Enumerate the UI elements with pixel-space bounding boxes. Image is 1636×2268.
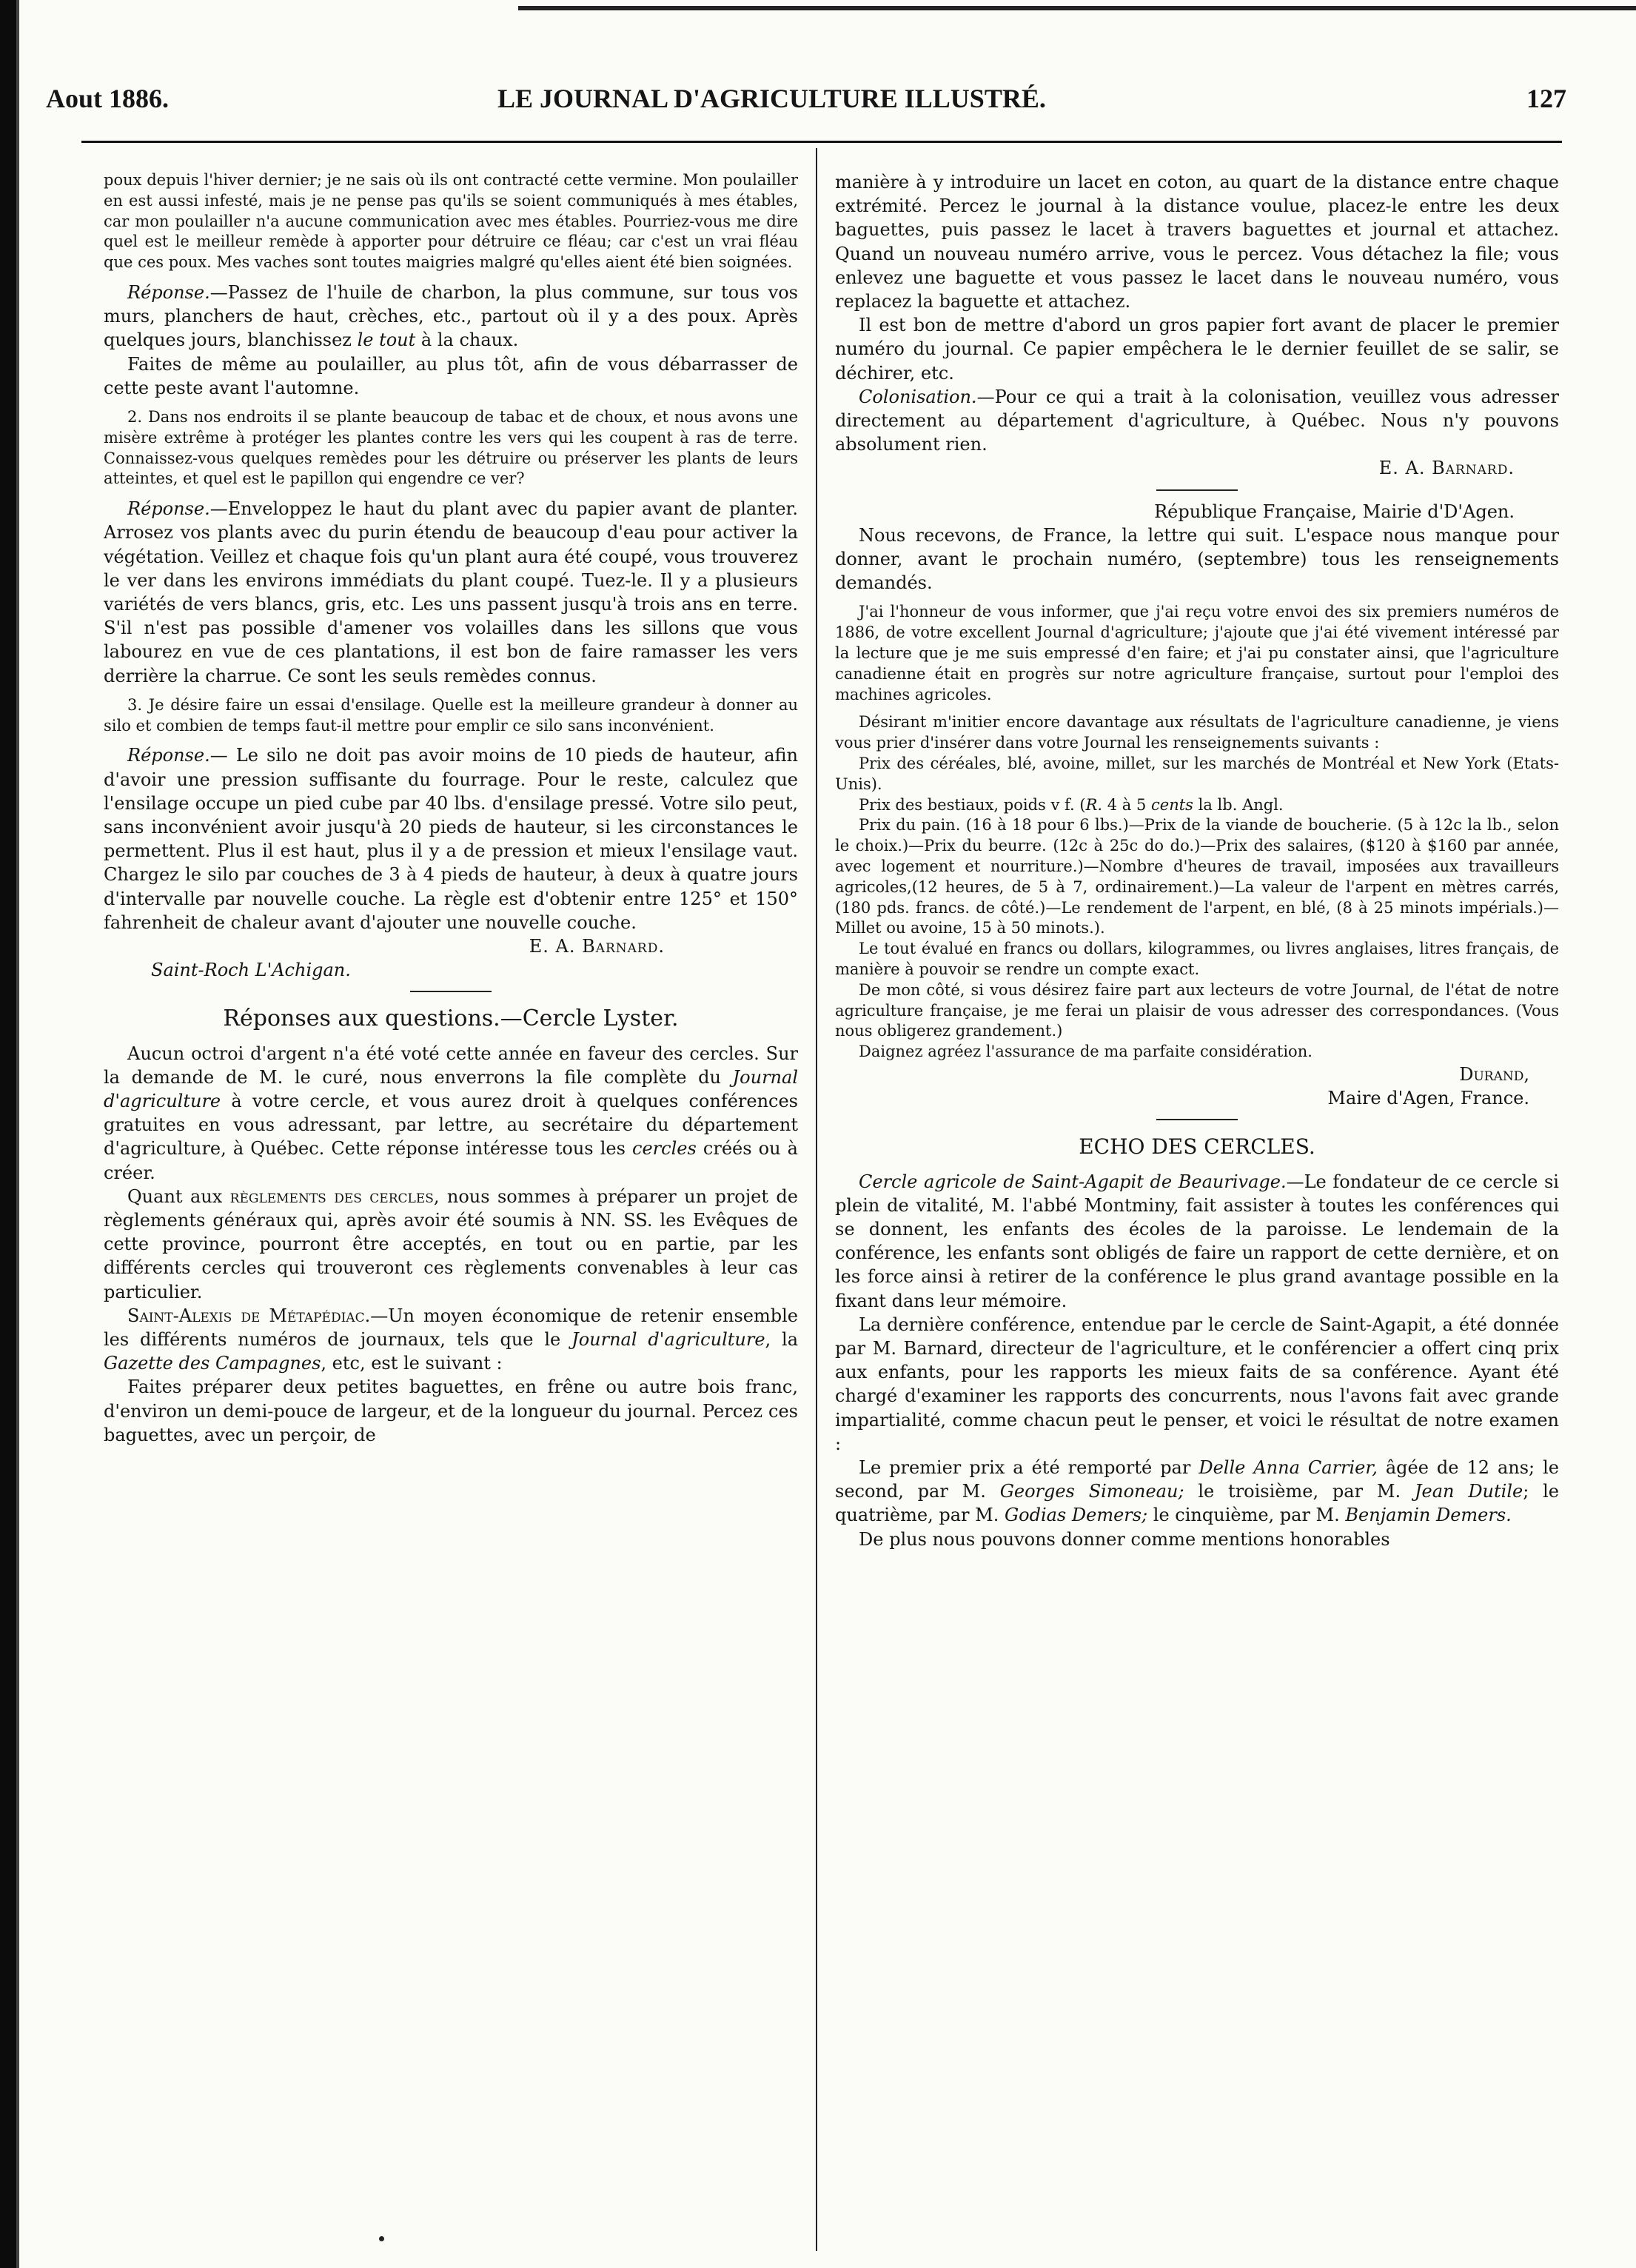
- saint-alexis-journal: Journal d'agriculture: [571, 1329, 765, 1351]
- answer-2-label: Réponse.: [127, 498, 210, 520]
- page-binding-edge: [0, 0, 22, 2268]
- letter-paragraph-2: Désirant m'initier encore davantage aux résultats de l'agriculture canadienne, je viens vous prier d'insérer dans votre Journal les renseignements suivants :: [835, 713, 1559, 752]
- paragraph-papier: Il est bon de mettre d'abord un gros papier fort avant de placer le premier numéro du journal. Ce papier empêchera le le dernier feuillet de se salir, se déchirer, etc.: [835, 315, 1559, 384]
- prix-winner-2: Georges Simoneau;: [999, 1481, 1184, 1502]
- left-column: [104, 170, 798, 2251]
- saint-alexis-gazette: Gazette des Campagnes: [104, 1353, 321, 1374]
- question-1-end: poux depuis l'hiver dernier; je ne sais où ils ont contracté cette vermine. Mon poulailler en est aussi infesté, mais je ne pense pas qu'ils se soient communiqués à mes étables, car mon poulailler n'a aucune communication avec mes étables. Pourriez-vous me dire quel est le meilleur remède à apporter pour détruire ce fléau; car c'est un vrai fléau que ces poux. Mes vaches sont toutes maigries malgré qu'elles aient été bien soignées.: [104, 171, 798, 272]
- answer-1-emphasis: le tout: [357, 330, 416, 351]
- reglements-small-caps: règlements des cercles: [229, 1185, 434, 1207]
- paragraph-saint-alexis: [104, 1304, 798, 1376]
- print-speck: [379, 2236, 384, 2241]
- letter-paragraph-3: Prix des céréales, blé, avoine, millet, sur les marchés de Montréal et New York (Etats-Unis).: [835, 755, 1559, 793]
- colonisation-text: —Pour ce qui a trait à la colonisation, veuillez vous adresser directement au département d'agriculture, à Québec. Nous n'y pouvons absolument rien.: [835, 386, 1559, 455]
- letter-paragraph-5: Prix du pain. (16 à 18 pour 6 lbs.)—Prix de la viande de boucherie. (5 à 12c la lb., selon le choix.)—Prix du beurre. (12c à 25c do do.)—Prix des salaires, ($120 à $160 par année, avec logement et nourriture.)—Nombre d'heures de travail, imposées aux travailleurs agricoles,(12 heures, de 5 à 7, ordinairement.)—La valeur de l'arpent en mètres carrés, (180 pds. francs. de côté.)—Le rendement de l'arpent, en blé, (8 à 25 minots impérials.)—Millet ou avoine, 15 à 50 minots.).: [835, 816, 1559, 937]
- letter-paragraph-4: [835, 795, 1559, 816]
- letter-4-em-cents: cents: [1151, 795, 1193, 814]
- letter-4-text-a: Prix des bestiaux, poids v f. (: [859, 795, 1086, 814]
- colonisation-label: Colonisation.: [859, 386, 977, 407]
- page-top-edge: [518, 6, 1636, 10]
- saint-alexis-text-a: —Un moyen économique de retenir ensemble les différents numéros de journaux, tels que le: [104, 1305, 798, 1351]
- paragraph-saint-agapit: [835, 1170, 1559, 1313]
- answer-1-label: Réponse.: [127, 281, 210, 303]
- signature-barnard-2: E. A. Barnard.: [1378, 458, 1515, 479]
- letter-paragraph-6: Le tout évalué en francs ou dollars, kilogrammes, ou livres anglaises, litres français, de manière à pouvoir se rendre un compte exact.: [835, 940, 1559, 978]
- paragraph-octroi: [104, 1042, 798, 1185]
- letter-paragraph-8: Daignez agréez l'assurance de ma parfaite considération.: [859, 1043, 1313, 1061]
- letter-paragraph-1: J'ai l'honneur de vous informer, que j'ai reçu votre envoi des six premiers numéros de 1886, de votre excellent Journal d'agriculture; j'ajoute que j'ai été vivement intéressé par la lecture que je me suis empressé d'en faire; et j'ai pu constater ainsi, que l'agriculture canadienne était en progrès sur notre agriculture française, surtout pour l'emploi des machines agricoles.: [835, 603, 1559, 703]
- separator-3: [1156, 1119, 1238, 1120]
- reglements-text-a: Quant aux: [127, 1185, 230, 1207]
- saint-alexis-heading: Saint-Alexis de Métapédiac.: [127, 1305, 371, 1326]
- paragraph-prix: [835, 1456, 1559, 1528]
- answer-1-tail: à la chaux.: [415, 330, 519, 351]
- header-page-number: 127: [1526, 84, 1566, 113]
- reglements-text-b: , nous sommes à préparer un projet de règlements généraux qui, après avoir été soumis à NN. SS. les Evêques de cette province, pourront être acceptés, en tout ou en partie, par les différents cercles qui trouveront ces règlements convenables à leur cas particulier.: [104, 1185, 798, 1302]
- header-title: LE JOURNAL D'AGRICULTURE ILLUSTRÉ.: [497, 84, 1046, 113]
- paragraph-recevons: Nous recevons, de France, la lettre qui suit. L'espace nous manque pour donner, avant le prochain numéro, (septembre) tous les renseignements demandés.: [835, 524, 1559, 594]
- signature-durand: Durand,: [1459, 1063, 1529, 1085]
- letter-dateline: République Française, Mairie d'D'Agen.: [1154, 501, 1515, 522]
- section-title-lyster: Réponses aux questions.—Cercle Lyster.: [223, 1006, 679, 1032]
- answer-1: [104, 281, 798, 352]
- paragraph-baguettes: Faites préparer deux petites baguettes, en frêne ou autre bois franc, d'environ un demi-pouce de largeur, et de la longueur du journal. Percez ces baguettes, avec un perçoir, de: [104, 1376, 798, 1445]
- signature-barnard-1: E. A. Barnard.: [529, 936, 665, 957]
- prix-text-a: Le premier prix a été remporté par: [859, 1457, 1199, 1479]
- letter-4-text-b: 4 à 5: [1102, 795, 1152, 814]
- question-3: 3. Je désire faire un essai d'ensilage. Quelle est la meilleure grandeur à donner au silo et combien de temps faut-il mettre pour emplir ce silo sans inconvénient.: [104, 695, 798, 735]
- prix-winner-5: Benjamin Demers.: [1345, 1505, 1512, 1526]
- answer-3-label: Réponse.: [127, 745, 210, 766]
- signature-place: Saint-Roch L'Achigan.: [151, 960, 351, 981]
- section-title-echo: ECHO DES CERCLES.: [1079, 1134, 1315, 1160]
- answer-2-text: —Enveloppez le haut du plant avec du papier avant de planter. Arrosez vos plants avec du purin étendu de beaucoup d'eau pour activer la végétation. Veillez et chaque fois qu'un plant aura été coupé, vous trouverez le ver dans les environs immédiats du plant coupé. Tuez-le. Il y a plusieurs variétés de vers blancs, gris, etc. Les uns passent jusqu'à trois ans en terre. S'il n'est pas possible d'amener vos volailles dans les sillons que vous labourez en vue de ces plantations, il est bon de faire ramasser les vers derrière la charrue. Ce sont les seuls remèdes connus.: [104, 498, 798, 686]
- prix-winner-3: Jean Dutile: [1414, 1481, 1523, 1502]
- octroi-text-c: créés ou à créer.: [104, 1138, 798, 1183]
- letter-4-em-r: R.: [1085, 795, 1103, 814]
- header-date: Aout 1886.: [46, 84, 170, 113]
- prix-winner-1: Delle Anna Carrier,: [1198, 1457, 1378, 1479]
- saint-agapit-text: —Le fondateur de ce cercle si plein de vitalité, M. l'abbé Montminy, fait assister à toutes les conférences qui se donnent, les enfants des écoles de la paroisse. Le lendemain de la conférence, les enfants sont obligés de faire un rapport de cette dernière, et on les force ainsi à retirer de la conférence le plus grand avantage possible en la fixant dans leur mémoire.: [835, 1171, 1559, 1311]
- paragraph-mentions: De plus nous pouvons donner comme mentions honorables: [859, 1528, 1390, 1550]
- octroi-cercles: cercles: [632, 1138, 697, 1160]
- octroi-text-a: Aucun octroi d'argent n'a été voté cette année en faveur des cercles. Sur la demande de M. le curé, nous enverrons la file complète du: [104, 1043, 798, 1088]
- section-separator: [410, 991, 492, 992]
- saint-alexis-text-b: , la: [765, 1329, 798, 1351]
- paragraph-continuation: manière à y introduire un lacet en coton, au quart de la distance entre chaque extrémité. Percez le journal à la distance voulue, placez-le entre les deux baguettes, puis passez le lacet à travers baguettes et journal et attachez. Quand un nouveau numéro arrive, vous le percez. Vous détachez la file; vous enlevez une baguette et vous passez le lacet dans le nouveau numéro, vous replacez la baguette et attachez.: [835, 172, 1559, 312]
- letter-paragraph-7: De mon côté, si vous désirez faire part aux lecteurs de votre Journal, de l'état de notre agriculture française, je me ferai un plaisir de vous adresser des correspondances. (Vous nous obligerez grandement.): [835, 980, 1559, 1040]
- prix-text-c: le troisième, par M.: [1184, 1481, 1415, 1502]
- signature-durand-title: Maire d'Agen, France.: [1327, 1088, 1529, 1109]
- column-divider: [816, 148, 817, 2251]
- answer-2: [104, 497, 798, 688]
- answer-3: [104, 743, 798, 934]
- prix-text-e: le cinquième, par M.: [1147, 1505, 1346, 1526]
- question-2: 2. Dans nos endroits il se plante beaucoup de tabac et de choux, et nous avons une misère extrême à protéger les plantes contre les vers qui les coupent à ras de terre. Connaissez-vous quelques remèdes pour les détruire ou préserver les plants de leurs atteintes, et quel est le papillon qui engendre ce ver?: [104, 408, 798, 488]
- header-rule: [81, 141, 1562, 143]
- answer-1-text: —Passez de l'huile de charbon, la plus commune, sur tous vos murs, planchers de haut, crèches, etc., partout où il y a des poux. Après quelques jours, blanchissez: [104, 281, 798, 351]
- saint-alexis-text-c: , etc, est le suivant :: [321, 1353, 503, 1374]
- right-column: [835, 170, 1559, 2251]
- paragraph-colonisation: [835, 385, 1559, 457]
- octroi-journal-title: Journal d'agriculture: [104, 1066, 798, 1112]
- letter-4-text-c: la lb. Angl.: [1193, 795, 1284, 814]
- paragraph-conference: La dernière conférence, entendue par le cercle de Saint-Agapit, a été donnée par M. Barnard, directeur de l'agriculture, et le conférencier a offert cinq prix aux enfants, pour les rapports les mieux faits de sa conférence. Ayant été chargé d'examiner les rapports des concurrents, nous l'avons fait avec grande impartialité, comme chacun peut le penser, et voici le résultat de notre examen :: [835, 1314, 1559, 1454]
- prix-text-b: âgée de 12 ans; le second, par M.: [835, 1457, 1559, 1502]
- running-header: [46, 83, 1571, 126]
- paragraph-reglements: [104, 1185, 798, 1304]
- prix-winner-4: Godias Demers;: [1004, 1505, 1148, 1526]
- answer-3-text: — Le silo ne doit pas avoir moins de 10 pieds de hauteur, afin d'avoir une pression suffisante du fourrage. Pour le reste, calculez que l'ensilage occupe un pied cube par 40 lbs. d'ensilage pressé. Votre silo peut, sans inconvénient avoir jusqu'à 20 pieds de hauteur, si les circonstances le permettent. Plus il est haut, plus il y a de pression et mieux l'ensilage vaut. Chargez le silo par couches de 3 à 4 pieds de hauteur, à deux à quatre jours d'intervalle par nouvelle couche. La règle est d'obtenir entre 125° et 150° fahrenheit de chaleur avant d'ajouter une nouvelle couche.: [104, 745, 798, 933]
- saint-agapit-heading: Cercle agricole de Saint-Agapit de Beaurivage.: [859, 1171, 1287, 1192]
- separator-2: [1156, 489, 1238, 491]
- octroi-text-b: à votre cercle, et vous aurez droit à quelques conférences gratuites en vous adressant, par lettre, au secrétaire du département d'agriculture, à Québec. Cette réponse intéresse tous les: [104, 1091, 798, 1160]
- prix-text-d: ; le quatrième, par M.: [835, 1481, 1559, 1526]
- answer-1-p2: Faites de même au poulailler, au plus tôt, afin de vous débarrasser de cette peste avant l'automne.: [104, 353, 798, 398]
